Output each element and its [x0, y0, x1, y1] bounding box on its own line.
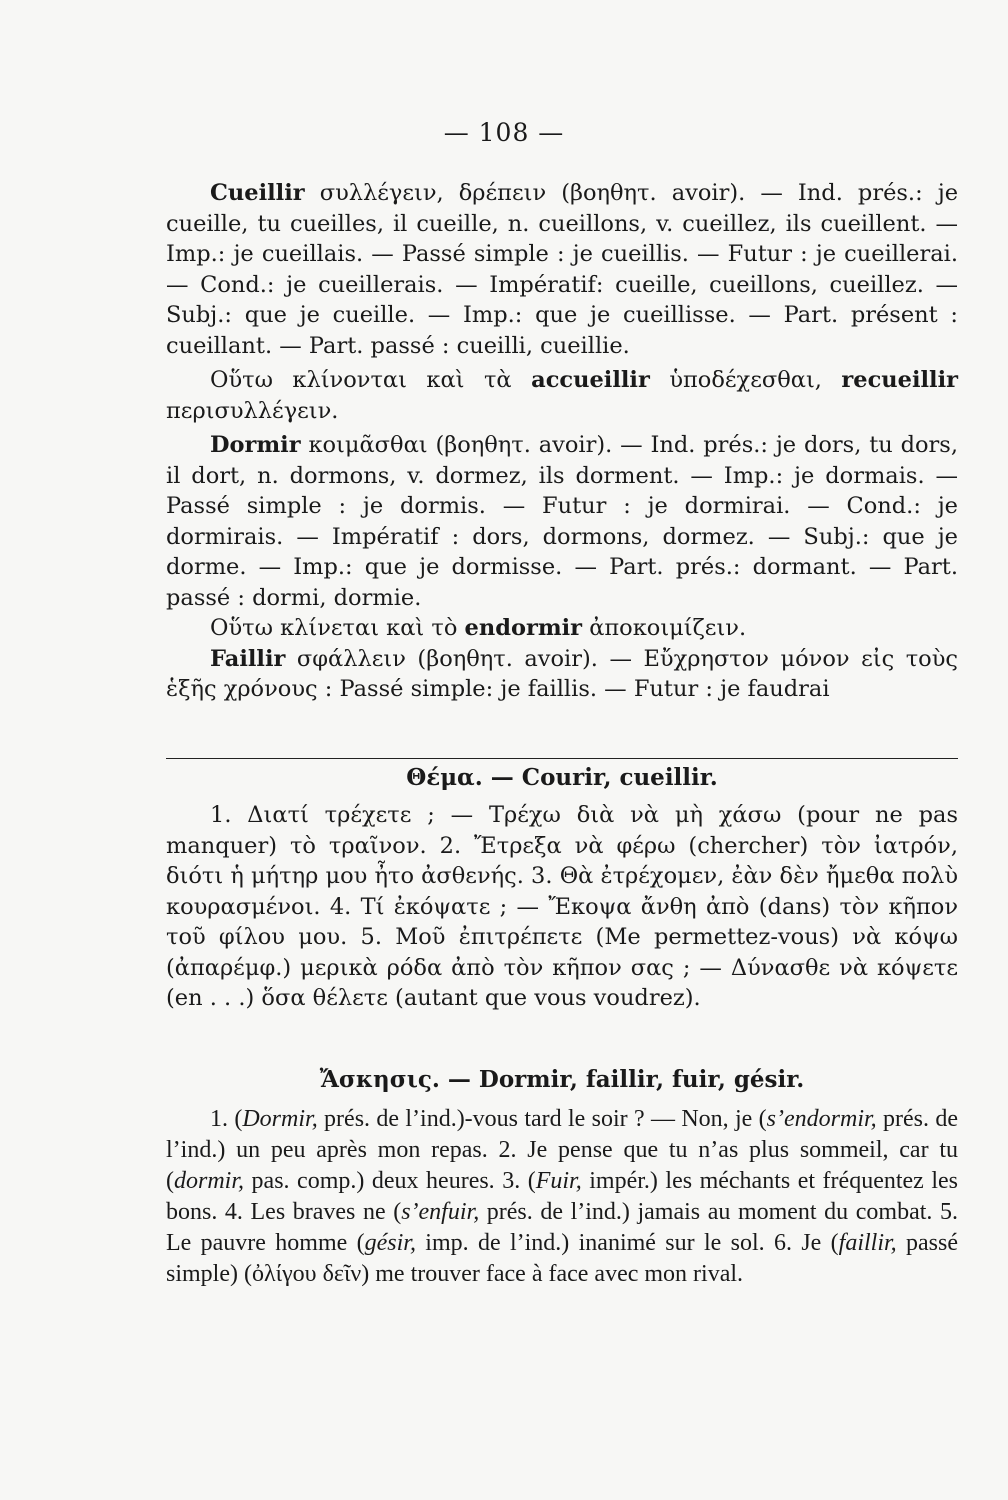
headword-accueillir: accueillir	[531, 367, 650, 393]
ex-text: imp. de l’ind.) inanimé sur le sol. 6. Je (	[415, 1230, 839, 1256]
ex-text: impér.) les méchants et fréquentez les bons. 4. Les braves ne (	[166, 1168, 958, 1225]
thema-text: 1. Διατί τρέχετε ; — Τρέχω διὰ νὰ μὴ χάσω (pour ne pas manquer) τὸ τραῖνον. 2. Ἔτρεξα νὰ φέρω (chercher) τὸν ἰατρόν, διότι ἡ μήτηρ μου ἦτο ἀσθενής. 3. Θὰ ἐτρέχομεν, ἐὰν δὲν ἤμεθα πολὺ κουρασμένοι. 4. Τί ἐκόψατε ; — Ἔκοψα ἄνθη ἀπὸ (dans) τὸν κῆπον τοῦ φίλου μου. 5. Μοῦ ἐπιτρέπετε (Me permettez-vous) νὰ κόψω (ἀπαρέμφ.) μερικὰ ρόδα ἀπὸ τὸν κῆπον σας ; — Δύνασθε νὰ κόψετε (en . . .) ὅσα θέλετε (autant que vous voudrez).	[166, 802, 958, 1011]
askisis-text	[166, 1104, 958, 1290]
thema-title: Θέμα. — Courir, cueillir.	[406, 764, 718, 791]
ex-text: prés. de l’ind.) jamais au moment du combat. 5. Le pauvre homme (	[166, 1199, 958, 1256]
conjugation-section	[166, 178, 958, 705]
faillir-greek: σφάλλειν (βοηθητ. avoir). — Εὔχρηστον μόνον εἰς τοὺς ἑξῆς χρόνους :	[166, 645, 958, 702]
ex-text: prés. de l’ind.) un peu après mon repas. 2. Je pense que tu n’as plus sommeil, car tu (	[166, 1106, 959, 1194]
ex-text: passé simple) (ὀλίγου δεῖν) me trouver face à face avec mon rival.	[166, 1230, 959, 1287]
thema-section	[166, 800, 958, 1014]
page-number: — 108 —	[443, 118, 565, 147]
recueillir-greek: περισυλλέγειν.	[166, 397, 339, 424]
ex-verb-sendormir: s’endormir,	[766, 1106, 877, 1132]
ex-verb-gesir: gésir,	[364, 1230, 416, 1256]
headword-dormir: Dormir	[210, 432, 301, 458]
faillir-entry	[166, 644, 958, 705]
headword-cueillir: Cueillir	[210, 180, 305, 206]
ex-verb-dormir-2: dormir,	[174, 1168, 245, 1194]
ex-text: 1. (	[210, 1106, 243, 1132]
dormir-forms: — Ind. prés.: je dors, tu dors, il dort, n. dormons, v. dormez, ils dorment. — Imp.: je dormais. — Passé simple : je dormis. — Futur : je dormirai. — Cond.: je dormirais. — Impératif : dors, dormons, dormez. — Subj.: que je dorme. — Imp.: que je dormisse. — Part. prés.: dormant. — Part. passé : dormi, dormie.	[166, 432, 958, 611]
dormir-greek: κοιμᾶσθαι (βοηθητ. avoir).	[308, 432, 613, 458]
askisis-title: Ἄσκησις. — Dormir, faillir, fuir, gésir.	[319, 1066, 805, 1093]
ex-text: prés. de l’ind.)-vous tard le soir ? — Non, je (	[317, 1106, 767, 1132]
headword-recueillir: recueillir	[841, 367, 959, 393]
headword-endormir: endormir	[464, 615, 583, 641]
ex-verb-dormir: Dormir,	[242, 1106, 318, 1132]
endormir-greek: ἀποκοιμίζειν.	[589, 615, 747, 641]
cueillir-forms: — Ind. prés.: je cueille, tu cueilles, il cueille, n. cueillons, v. cueillez, ils cueillent. — Imp.: je cueillais. — Passé simple : je cueillis. — Futur : je cueillerai. — Cond.: je cueillerais. — Impératif: cueille, cueillons, cueillez. — Subj.: que je cueille. — Imp.: que je cueillisse. — Part. présent : cueillant. — Part. passé : cueilli, cueillie.	[166, 180, 959, 359]
cueillir-greek: συλλέγειν, δρέπειν (βοηθητ. avoir).	[319, 180, 746, 206]
cueillir-entry	[166, 178, 958, 361]
endormir-note	[166, 613, 958, 644]
accueillir-note	[166, 365, 958, 426]
endormir-pre: Οὕτω κλίνεται καὶ τὸ	[210, 615, 458, 641]
section-divider	[166, 758, 958, 759]
ex-verb-senfuir: s’enfuir,	[401, 1199, 480, 1225]
ex-verb-faillir: faillir,	[838, 1230, 897, 1256]
headword-faillir: Faillir	[210, 645, 286, 672]
ex-text: pas. comp.) deux heures. 3. (	[244, 1168, 536, 1194]
ex-verb-fuir: Fuir,	[535, 1168, 582, 1194]
accueillir-greek: ὑποδέχεσθαι,	[669, 367, 822, 393]
accueillir-pre: Οὕτω κλίνονται καὶ τὰ	[210, 367, 512, 393]
dormir-entry	[166, 430, 958, 613]
faillir-forms: Passé simple: je faillis. — Futur : je faudrai	[339, 676, 830, 702]
askisis-section	[166, 1104, 958, 1290]
